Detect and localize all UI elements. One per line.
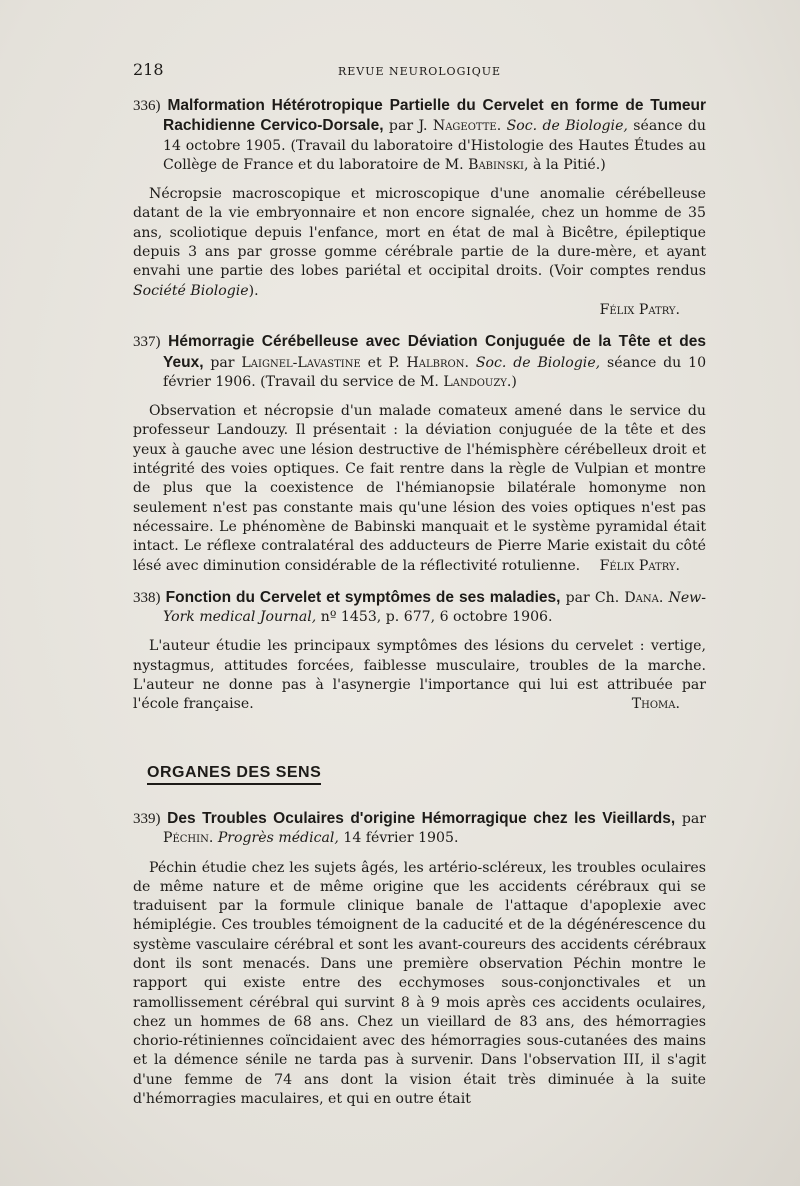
journal-name: Soc. de Biologie, xyxy=(506,118,628,135)
journal-name: New-York medical Journal, xyxy=(163,589,706,626)
entry-title: Malformation Hétérotropique Partielle du Cervelet en forme de Tumeur Rachidienne Cervico-Dorsale, xyxy=(163,97,706,135)
author-mid: et P. xyxy=(367,354,400,371)
details-person: Babinski, xyxy=(468,156,529,173)
entry-details: nº 1453, p. 677, 6 octobre 1906. xyxy=(320,609,553,626)
author-prefix: par Ch. xyxy=(565,589,620,606)
page-number: 218 xyxy=(133,60,164,79)
author-name: Dana. xyxy=(624,589,664,606)
entry-number: 338) xyxy=(133,589,161,606)
page-content xyxy=(133,96,706,1121)
author-prefix: par xyxy=(210,354,235,371)
entry-body xyxy=(133,185,706,301)
entry-number: 337) xyxy=(133,334,161,351)
entry-title: Fonction du Cervelet et symptômes de ses maladies, xyxy=(165,588,561,606)
details-person: Landouzy. xyxy=(443,373,512,390)
section-title: ORGANES DES SENS xyxy=(147,763,321,785)
entry-title: Des Troubles Oculaires d'origine Hémorragique chez les Vieillards, xyxy=(167,809,676,827)
page-header xyxy=(133,60,706,84)
entry-details: 14 février 1905. xyxy=(343,830,459,847)
entry-number: 339) xyxy=(133,810,161,827)
entry-336 xyxy=(133,96,706,320)
author-name: Nageotte. xyxy=(432,118,502,135)
entry-heading xyxy=(133,809,706,849)
signature: Félix Patry. xyxy=(599,301,680,318)
entry-heading xyxy=(133,332,706,392)
body-end: ). xyxy=(248,282,259,299)
entry-title: Hémorragie Cérébelleuse avec Déviation Conjuguée de la Tête et des Yeux, xyxy=(163,333,706,371)
entry-body: Péchin étudie chez les sujets âgés, les artério-scléreux, les troubles oculaires de même nature et de même origine que les accidents cérébraux qui se traduisent par la formule clinique banale de l'attaque d'apoplexie avec hémiplégie. Ces troubles témoignent de la caducité et de la dégénérescence du système vasculaire cérébral et sont les avant-coureurs des accidents cérébraux dont ils sont menacés. Dans une première observation Péchin montre le rapport qui existe entre des ecchymoses sous-conjonctivales et un ramollissement cérébral qui survint 8 à 9 mois après ces accidents oculaires, chez un hommes de 68 ans. Chez un vieillard de 83 ans, des hémorragies chorio-rétiniennes coïncidaient avec des hémorragies sous-cutanées des mains et la démence sénile ne tarda pas à survenir. Dans l'observation III, il s'agit d'une femme de 74 ans dont la vision était très diminuée à la suite d'hémorragies maculaires, et qui en outre était xyxy=(133,859,706,1108)
body-text: Nécropsie macroscopique et microscopique d'une anomalie cérébelleuse datant de la vie embryonnaire et non encore signalée, chez un homme de 35 ans, scoliotique depuis l'enfance, mort en état de mal à Bicêtre, épileptique depuis 3 ans par grosse gomme cérébrale partie de la dure-mère, et ayant envahi une partie des lobes pariétal et occipital droits. (Voir comptes rendus xyxy=(133,186,706,280)
entry-339 xyxy=(133,809,706,1109)
body-text: L'auteur étudie les principaux symptômes des lésions du cervelet : vertige, nystagmus, attitudes forcées, faiblesse musculaire, troubles de la marche. L'auteur ne donne pas à l'asynergie l'importance qui lui est attribuée par l'école française. xyxy=(133,638,706,713)
entry-337 xyxy=(133,332,706,576)
signature: Thoma. xyxy=(631,696,680,713)
entry-heading xyxy=(133,588,706,628)
entry-338 xyxy=(133,588,706,715)
signature: Félix Patry. xyxy=(599,557,680,574)
body-text: Observation et nécropsie d'un malade comateux amené dans le service du professeur Landouzy. Il présentait : la déviation conjuguée de la tête et des yeux à gauche avec une lésion destructive de l'hémisphère cérébelleux droit et intégrité des voies optiques. Ce fait rentre dans la règle de Vulpian et montre de plus que la coexistence de l'hémianopsie bilatérale homonyme non seulement n'est pas constante mais qu'une lésion des voies optiques n'est pas nécessaire. Le phénomène de Babinski manquait et le système pyramidal était intact. Le réflexe contralatéral des adducteurs de Pierre Marie existait du côté lésé avec diminution considérable de la réflectivité rotulienne. xyxy=(133,403,706,574)
running-title: REVUE NEUROLOGIQUE xyxy=(337,65,502,78)
author-name: Laignel-Lavastine xyxy=(241,354,361,371)
entry-details: séance du 10 février 1906. (Travail du service de M. xyxy=(163,354,707,390)
details-end: à la Pitié.) xyxy=(532,156,606,173)
author-prefix: par J. xyxy=(388,118,428,135)
author-name: Péchin. xyxy=(163,830,214,847)
details-end: ) xyxy=(511,373,517,390)
entry-body xyxy=(133,637,706,714)
author-name-2: Halbron. xyxy=(406,354,469,371)
journal-name: Progrès médical, xyxy=(217,830,339,847)
entry-number: 336) xyxy=(133,98,161,114)
author-prefix: par xyxy=(681,810,707,827)
entry-heading xyxy=(133,96,706,175)
journal-name: Soc. de Biologie, xyxy=(475,354,601,371)
entry-details: séance du 14 octobre 1905. (Travail du laboratoire d'Histologie des Hautes Études au Collège de France et du laboratoire de M. xyxy=(163,118,707,173)
body-italic: Société Biologie xyxy=(133,282,249,299)
entry-body xyxy=(133,402,706,576)
